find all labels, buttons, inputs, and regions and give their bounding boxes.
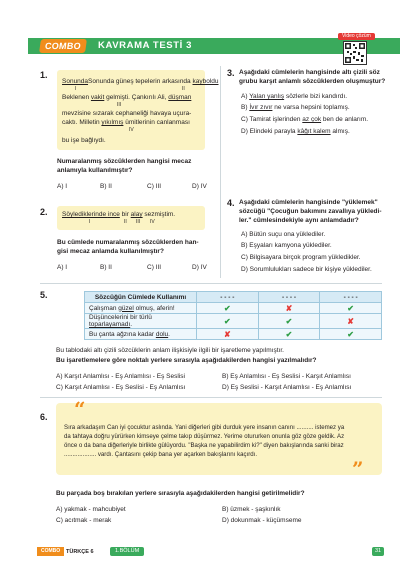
check-mark-icon: ✔ xyxy=(320,329,382,340)
qr-code-icon[interactable] xyxy=(343,41,367,65)
question-2-options xyxy=(57,263,217,273)
passage-line-3: mevzisine sızarak cephaneliği havaya uçura- xyxy=(62,110,192,117)
footer-brand-badge: COMBO xyxy=(37,547,64,556)
sentence-text: Bu çanta ağzına kadar xyxy=(89,330,156,338)
stem-line: sözcüğü "Çocuğun bakımını zavallıya yükledi- xyxy=(239,208,382,215)
question-6-passage xyxy=(56,397,382,481)
check-mark-icon: ✔ xyxy=(197,303,259,314)
section-divider xyxy=(40,283,382,284)
option-b[interactable]: B) üzmek - şaşkınlık xyxy=(222,506,281,513)
question-4-options xyxy=(241,230,391,278)
table-row xyxy=(85,329,382,340)
section-divider xyxy=(40,397,382,398)
underlined-soylediklerinde: Söylediklerinde xyxy=(62,211,108,218)
question-2-number: 2. xyxy=(40,207,48,217)
stem-line: ler." cümlesindekiyle aynı anlamdadır? xyxy=(239,217,359,224)
underlined-ince: ince xyxy=(107,211,120,218)
passage-line: Sıra arkadaşım Can iyi çocuktur aslında. Yani diğerleri gibi durduk yere insanın canını .......... istemez ya xyxy=(64,424,345,431)
option-underlined: az çok xyxy=(302,116,322,123)
question-6-text xyxy=(64,423,376,459)
question-4-number: 4. xyxy=(227,198,235,208)
cross-mark-icon: ✘ xyxy=(258,303,320,314)
passage-underlined-sonunda: Sonunda xyxy=(62,78,89,85)
passage-text: gelmişti. Çankırılı Ali, xyxy=(104,94,169,101)
table-header-blank-1: - - - - xyxy=(197,292,259,303)
option-b[interactable]: B) II xyxy=(100,183,112,190)
option-d[interactable]: D) IV xyxy=(192,183,207,190)
roman-numeral-3: III xyxy=(136,219,141,225)
table-row xyxy=(85,303,382,314)
option-c[interactable]: C) Karşıt Anlamlısı - Eş Seslisi - Eş Anlamlısı xyxy=(56,384,186,391)
sentence-text: bir xyxy=(119,211,131,218)
passage-text: caktı. Milletin xyxy=(62,119,102,126)
sentence-text: . xyxy=(168,330,170,338)
option-text: B) xyxy=(241,104,250,111)
underlined-alay: alay xyxy=(130,211,143,218)
underlined-word: güzel xyxy=(118,304,134,312)
stem-line: grubu karşıt anlamlı sözcüklerden oluşmuştur? xyxy=(239,78,386,85)
table-header-title: Sözcüğün Cümlede Kullanımı xyxy=(85,292,197,303)
check-mark-icon: ✔ xyxy=(258,314,320,329)
option-underlined: İvır zıvır xyxy=(249,104,273,111)
passage-underlined-dusman: düşman xyxy=(168,94,192,101)
option-c[interactable]: C) III xyxy=(147,264,162,271)
question-3-number: 3. xyxy=(227,68,235,78)
option-underlined: kâğıt kalem xyxy=(297,128,331,135)
option-b[interactable]: B) Eşyaları kamyona yüklediler. xyxy=(241,242,332,249)
question-1-passage xyxy=(57,70,219,150)
stem-line: Bu cümlede numaralanmış sözcüklerden han- xyxy=(57,239,199,246)
option-a[interactable]: A) I xyxy=(57,264,68,271)
option-d[interactable]: D) IV xyxy=(192,264,207,271)
stem-line: Aşağıdaki cümlelerin hangisinde "yüklemek" xyxy=(239,199,378,206)
underlined-word: toparlayamadı xyxy=(89,321,131,328)
passage-line: da tahtaya doğru yürürken kimseye çelme takıp düşürmez. Yerime otururken onunla göz göze geldik. Az xyxy=(64,433,345,440)
option-a[interactable]: A) Bütün suçu ona yüklediler. xyxy=(241,231,326,238)
option-b[interactable]: B) Eş Anlamlısı - Eş Seslisi - Karşıt Anlamlısı xyxy=(222,373,351,380)
roman-numeral-1: I xyxy=(89,219,91,225)
passage-line: ................... vardı. Çantasını çekip bana yer açarken bakışlarını kaçırdı. xyxy=(64,451,258,458)
option-a[interactable] xyxy=(241,92,347,101)
option-a[interactable]: A) Karşıt Anlamlısı - Eş Anlamlısı - Eş Seslisi xyxy=(56,373,185,380)
option-c[interactable]: C) acıtmak - merak xyxy=(56,517,112,524)
option-text: D) Elindeki parayla xyxy=(241,128,298,135)
table-row-sentence xyxy=(85,303,197,314)
option-text: C) Tamirat işlerinden xyxy=(241,116,303,123)
question-1-options xyxy=(57,182,217,192)
cross-mark-icon: ✘ xyxy=(197,329,259,340)
stem-line: gisi mecaz anlamda kullanılmıştır? xyxy=(57,248,164,255)
option-text: sözlerle bizi kandırdı. xyxy=(284,93,348,100)
column-divider xyxy=(220,66,221,278)
option-d[interactable]: D) dokunmak - küçümseme xyxy=(222,517,302,524)
table-header-blank-2: - - - - xyxy=(258,292,320,303)
word-usage-table xyxy=(84,291,382,340)
brand-logo: COMBO xyxy=(39,39,87,53)
sentence-text: . xyxy=(130,321,133,328)
option-text: ben de anlarım. xyxy=(321,116,369,123)
option-b[interactable] xyxy=(241,103,350,112)
passage-underlined-vakit: vakit xyxy=(90,94,105,101)
option-d[interactable]: D) Eş Seslisi - Karşıt Anlamlısı - Eş Anlamlısı xyxy=(222,384,352,391)
roman-numeral-2: II xyxy=(124,219,127,225)
option-a[interactable]: A) yakmak - mahcubiyet xyxy=(56,506,126,513)
sentence-text: Düşüncelerini bir türlü xyxy=(89,314,152,321)
page-title: KAVRAMA TESTİ 3 xyxy=(98,40,192,51)
question-2-stem xyxy=(57,238,199,256)
roman-numeral-2: II xyxy=(182,86,185,92)
stem-line: Aşağıdaki cümlelerin hangisinde altı çizili söz xyxy=(239,69,380,76)
roman-numeral-4: IV xyxy=(129,127,134,133)
passage-line: önce o da bana diğerleriyle birlikte gülüyordu. "Başka ne yapabilirdim ki?" diyen bakışlarında sanki biraz xyxy=(64,442,344,449)
check-mark-icon: ✔ xyxy=(258,329,320,340)
passage-text: Beklenen xyxy=(62,94,91,101)
passage-line-4 xyxy=(62,118,190,127)
option-d[interactable] xyxy=(241,127,350,136)
table-row-sentence xyxy=(85,314,197,329)
stem-line: anlamıyla kullanılmıştır? xyxy=(57,167,133,174)
header xyxy=(0,38,400,54)
option-text: almış. xyxy=(330,128,350,135)
option-c[interactable]: C) Bilgisayara birçok program yükledikler. xyxy=(241,254,361,261)
close-quote-icon: ” xyxy=(352,457,364,481)
question-4-stem xyxy=(239,198,382,225)
roman-numeral-4: IV xyxy=(150,219,155,225)
question-1-number: 1. xyxy=(40,70,48,80)
table-header-row xyxy=(85,292,382,303)
option-d[interactable]: D) Sorumlulukları sadece bir kişiye yüklediler. xyxy=(241,266,372,273)
underlined-word: dolu xyxy=(155,330,169,338)
question-5-options xyxy=(56,372,382,394)
passage-line-2 xyxy=(62,93,191,102)
passage-line-5: bu işe bağlıydı. xyxy=(62,137,106,144)
page-number: 31 xyxy=(372,547,384,556)
table-row xyxy=(85,314,382,329)
table-header-blank-3: - - - - xyxy=(320,292,382,303)
question-2-sentence-box xyxy=(57,206,205,230)
question-3-stem xyxy=(239,68,385,86)
question-3-options xyxy=(241,92,391,140)
question-6-number: 6. xyxy=(40,412,48,422)
sentence-text: olmuş, aferin! xyxy=(133,304,175,312)
video-solution-label: Video çözüm xyxy=(338,33,375,40)
passage-text: ümitlerinin canlanması xyxy=(123,119,190,126)
option-text: ne varsa hepsini toplamış. xyxy=(272,104,350,111)
footer-subject: TÜRKÇE 6 xyxy=(66,549,94,555)
passage-line-1 xyxy=(62,77,219,86)
check-mark-icon: ✔ xyxy=(320,303,382,314)
passage-underlined-kayboldu: kayboldu xyxy=(192,78,219,85)
option-a[interactable]: A) I xyxy=(57,183,68,190)
question-1-stem xyxy=(57,157,191,175)
sentence-text: sezmiştim. xyxy=(142,211,176,218)
question-5-number: 5. xyxy=(40,290,48,300)
question-2-sentence xyxy=(62,210,175,219)
stem-line: Numaralanmış sözcüklerden hangisi mecaz xyxy=(57,158,192,165)
sentence-text: Çalışman xyxy=(89,304,119,312)
open-quote-icon: “ xyxy=(74,397,86,421)
option-underlined: Yalan yanlış xyxy=(249,93,285,100)
option-text: A) xyxy=(241,93,250,100)
question-5-stem-2: Bu işaretlemelere göre noktalı yerlere sırasıyla aşağıdakilerden hangisi yazılmalıdır? xyxy=(56,357,317,364)
passage-text: Sonunda güneş tepelerin arkasında xyxy=(88,78,193,85)
option-b[interactable]: B) II xyxy=(100,264,112,271)
question-6-stem: Bu parçada boş bırakılan yerlere sırasıyla aşağıdakilerden hangisi getirilmelidir? xyxy=(56,490,305,497)
roman-numeral-1: I xyxy=(75,86,77,92)
cross-mark-icon: ✘ xyxy=(320,314,382,329)
question-6-options xyxy=(56,505,382,527)
option-c[interactable]: C) III xyxy=(147,183,162,190)
check-mark-icon: ✔ xyxy=(197,314,259,329)
table-row-sentence xyxy=(85,329,197,340)
option-c[interactable] xyxy=(241,115,368,124)
footer-part: 1.BÖLÜM xyxy=(110,547,144,556)
passage-underlined-yikilmis: yıkılmış xyxy=(101,119,124,126)
roman-numeral-3: III xyxy=(117,102,122,108)
question-5-stem-1: Bu tablodaki altı çizili sözcüklerin anlam ilişkisiyle ilgili bir işaretleme yapılmıştır. xyxy=(56,347,284,354)
